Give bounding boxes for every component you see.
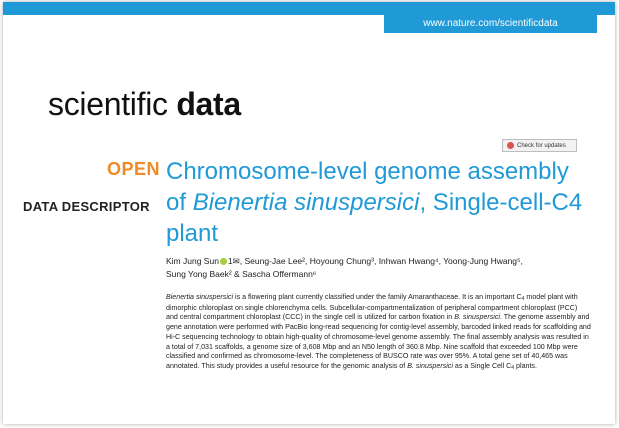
title-part1: Chromosome-level genome assembly of: [166, 158, 569, 216]
orcid-icon[interactable]: [220, 258, 227, 265]
article-title: [166, 156, 586, 249]
species-name: B. sinuspersici: [407, 361, 453, 370]
author-list: [166, 255, 586, 281]
crossmark-icon: [507, 142, 514, 149]
abstract-segment: as a Single Cell C: [452, 361, 512, 370]
logo-data: data: [176, 86, 241, 122]
abstract-segment: plants.: [514, 361, 537, 370]
subscript: 4: [521, 296, 525, 302]
abstract: [166, 293, 591, 373]
abstract-segment: model plant with dimorphic chloroplast on single chlorenchyma cells. Subcellular-compartmentalization of peripheral compartment chloroplast (PCC) and central compartment chloroplast (CCC) in the single cell is utilized for carbon fixation in: [166, 293, 578, 322]
article-type-label: DATA DESCRIPTOR: [23, 199, 150, 214]
check-updates-button[interactable]: [502, 139, 577, 152]
authors-line-1: [166, 255, 586, 268]
header-bar: [3, 2, 615, 15]
logo-scientific: scientific: [48, 86, 168, 122]
abstract-text: [166, 293, 591, 373]
title-part2: , Single-cell-C4 plant: [166, 189, 583, 247]
authors-line-2: Sung Yong Baek² & Sascha Offermann⁶: [166, 269, 317, 279]
authors-rest: 1✉, Seung-Jae Lee², Hoyoung Chung³, Inhwan Hwang⁴, Yoong-Jung Hwang⁵,: [227, 256, 523, 266]
abstract-segment: is a flowering plant currently classified under the family Amaranthaceae. It is an important C: [233, 293, 522, 301]
species-name: Bienertia sinuspersici: [166, 293, 234, 301]
journal-url[interactable]: www.nature.com/scientificdata: [384, 15, 597, 33]
title-species: Bienertia sinuspersici: [192, 189, 420, 216]
subscript: 4: [511, 364, 515, 371]
species-name: B. sinuspersici: [454, 313, 500, 322]
open-access-label: OPEN: [107, 159, 161, 179]
author-first[interactable]: Kim Jung Sun: [166, 256, 219, 266]
journal-logo: [48, 86, 241, 123]
check-updates-label: Check for updates: [517, 142, 566, 149]
abstract-segment: . The genome assembly and gene annotation were performed with PacBio long-read sequencing for contig-level assembly, barcoded linked reads for scaffolding and Hi-C sequencing technology to obtain high-quality of chromosome-level genome assembly. The final assembly analysis was resulted in a total of 7,031 scaffolds, a genome size of 3,608 Mbp and an N50 length of 360.8 Mbp. Nine scaffold that exceeded 100 Mbp were classified and confirmed as chromosome-level. The completeness of BUSCO rate was over 95%. A total gene set of 40,465 was annotated. This study provides a useful resource for the genomic analysis of: [166, 313, 591, 370]
article-page: [3, 2, 615, 424]
